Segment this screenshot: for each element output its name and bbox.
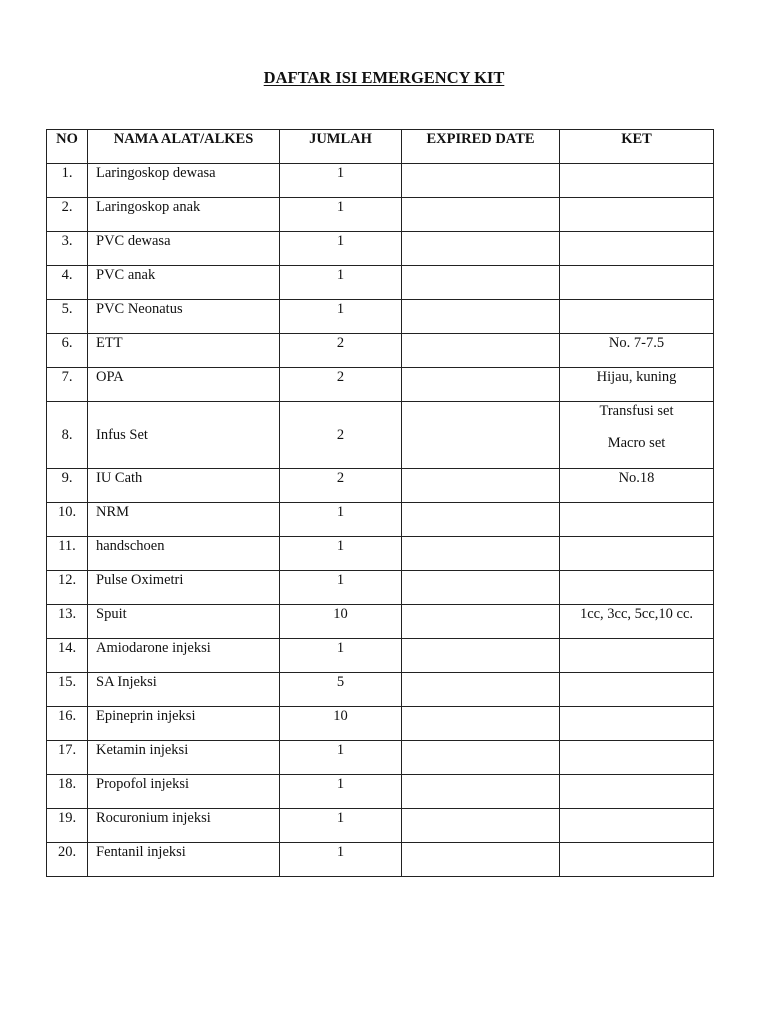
header-jumlah: JUMLAH [280, 130, 402, 164]
cell-expired-date [402, 571, 560, 605]
cell-no: 2. [47, 198, 88, 232]
table-row [47, 843, 714, 877]
cell-expired-date [402, 266, 560, 300]
cell-nama-alat: Infus Set [88, 402, 280, 469]
header-ket: KET [560, 130, 714, 164]
table-row [47, 503, 714, 537]
cell-nama-alat: Amiodarone injeksi [88, 639, 280, 673]
cell-ket [560, 469, 714, 503]
cell-ket [560, 164, 714, 198]
cell-expired-date [402, 809, 560, 843]
cell-ket [560, 571, 714, 605]
cell-expired-date [402, 605, 560, 639]
cell-expired-date [402, 469, 560, 503]
cell-no: 19. [47, 809, 88, 843]
cell-no: 4. [47, 266, 88, 300]
cell-jumlah: 2 [280, 334, 402, 368]
table-row [47, 232, 714, 266]
cell-expired-date [402, 639, 560, 673]
table-row [47, 639, 714, 673]
table-row [47, 605, 714, 639]
cell-expired-date [402, 537, 560, 571]
table-header-row [47, 130, 714, 164]
table-row [47, 775, 714, 809]
cell-nama-alat: Propofol injeksi [88, 775, 280, 809]
cell-jumlah: 1 [280, 198, 402, 232]
cell-no: 11. [47, 537, 88, 571]
cell-nama-alat: PVC anak [88, 266, 280, 300]
table-row [47, 402, 714, 469]
document-title-text: DAFTAR ISI EMERGENCY KIT [263, 68, 505, 87]
table-row [47, 368, 714, 402]
cell-expired-date [402, 198, 560, 232]
cell-nama-alat: Spuit [88, 605, 280, 639]
cell-nama-alat: SA Injeksi [88, 673, 280, 707]
table-row [47, 741, 714, 775]
cell-ket [560, 334, 714, 368]
cell-jumlah: 1 [280, 571, 402, 605]
cell-no: 14. [47, 639, 88, 673]
cell-expired-date [402, 503, 560, 537]
cell-jumlah: 10 [280, 605, 402, 639]
cell-no: 7. [47, 368, 88, 402]
table-row [47, 300, 714, 334]
cell-nama-alat: Ketamin injeksi [88, 741, 280, 775]
cell-jumlah: 1 [280, 843, 402, 877]
cell-ket [560, 639, 714, 673]
cell-nama-alat: Pulse Oximetri [88, 571, 280, 605]
cell-nama-alat: Fentanil injeksi [88, 843, 280, 877]
table-row [47, 571, 714, 605]
cell-no: 13. [47, 605, 88, 639]
cell-ket-line: No.18 [618, 470, 655, 486]
cell-ket-line: Transfusi set [599, 403, 674, 419]
cell-jumlah: 2 [280, 368, 402, 402]
cell-jumlah: 1 [280, 266, 402, 300]
cell-no: 8. [47, 402, 88, 469]
cell-jumlah: 5 [280, 673, 402, 707]
cell-no: 16. [47, 707, 88, 741]
cell-no: 1. [47, 164, 88, 198]
emergency-kit-table [46, 129, 714, 877]
cell-expired-date [402, 334, 560, 368]
table-body [47, 164, 714, 877]
cell-expired-date [402, 775, 560, 809]
cell-ket [560, 300, 714, 334]
table-row [47, 809, 714, 843]
cell-ket [560, 198, 714, 232]
cell-nama-alat: Laringoskop anak [88, 198, 280, 232]
cell-expired-date [402, 164, 560, 198]
cell-jumlah: 1 [280, 809, 402, 843]
cell-ket [560, 673, 714, 707]
cell-nama-alat: OPA [88, 368, 280, 402]
cell-expired-date [402, 673, 560, 707]
table-row [47, 164, 714, 198]
cell-nama-alat: PVC dewasa [88, 232, 280, 266]
document-title [0, 68, 768, 88]
table-row [47, 673, 714, 707]
cell-jumlah: 1 [280, 164, 402, 198]
cell-ket [560, 266, 714, 300]
cell-ket [560, 775, 714, 809]
cell-nama-alat: IU Cath [88, 469, 280, 503]
cell-no: 18. [47, 775, 88, 809]
cell-jumlah: 1 [280, 741, 402, 775]
cell-ket [560, 809, 714, 843]
cell-ket-line: Macro set [607, 435, 666, 451]
cell-expired-date [402, 300, 560, 334]
cell-ket [560, 605, 714, 639]
cell-no: 17. [47, 741, 88, 775]
cell-nama-alat: PVC Neonatus [88, 300, 280, 334]
cell-expired-date [402, 741, 560, 775]
cell-expired-date [402, 232, 560, 266]
table-row [47, 266, 714, 300]
cell-no: 6. [47, 334, 88, 368]
header-nama-alat: NAMA ALAT/ALKES [88, 130, 280, 164]
cell-ket [560, 368, 714, 402]
cell-ket [560, 232, 714, 266]
cell-no: 3. [47, 232, 88, 266]
cell-jumlah: 2 [280, 402, 402, 469]
cell-no: 5. [47, 300, 88, 334]
header-no: NO [47, 130, 88, 164]
cell-jumlah: 1 [280, 537, 402, 571]
cell-ket [560, 503, 714, 537]
cell-expired-date [402, 402, 560, 469]
cell-jumlah: 1 [280, 232, 402, 266]
table-row [47, 334, 714, 368]
cell-nama-alat: ETT [88, 334, 280, 368]
cell-jumlah: 1 [280, 775, 402, 809]
table-row [47, 707, 714, 741]
cell-no: 12. [47, 571, 88, 605]
cell-jumlah: 1 [280, 503, 402, 537]
cell-ket [560, 741, 714, 775]
cell-ket [560, 537, 714, 571]
header-expired-date: EXPIRED DATE [402, 130, 560, 164]
cell-jumlah: 10 [280, 707, 402, 741]
cell-ket [560, 843, 714, 877]
cell-nama-alat: Laringoskop dewasa [88, 164, 280, 198]
table-row [47, 198, 714, 232]
cell-no: 10. [47, 503, 88, 537]
cell-nama-alat: Epineprin injeksi [88, 707, 280, 741]
cell-ket [560, 707, 714, 741]
table-row [47, 537, 714, 571]
cell-no: 15. [47, 673, 88, 707]
cell-no: 20. [47, 843, 88, 877]
cell-ket [560, 402, 714, 469]
table-row [47, 469, 714, 503]
cell-jumlah: 1 [280, 639, 402, 673]
cell-nama-alat: handschoen [88, 537, 280, 571]
cell-jumlah: 1 [280, 300, 402, 334]
cell-expired-date [402, 368, 560, 402]
cell-ket-line: No. 7-7.5 [608, 335, 665, 351]
cell-nama-alat: NRM [88, 503, 280, 537]
cell-no: 9. [47, 469, 88, 503]
cell-nama-alat: Rocuronium injeksi [88, 809, 280, 843]
cell-jumlah: 2 [280, 469, 402, 503]
cell-expired-date [402, 707, 560, 741]
cell-ket-line: 1cc, 3cc, 5cc,10 cc. [579, 606, 694, 622]
cell-expired-date [402, 843, 560, 877]
cell-ket-line: Hijau, kuning [596, 369, 677, 385]
